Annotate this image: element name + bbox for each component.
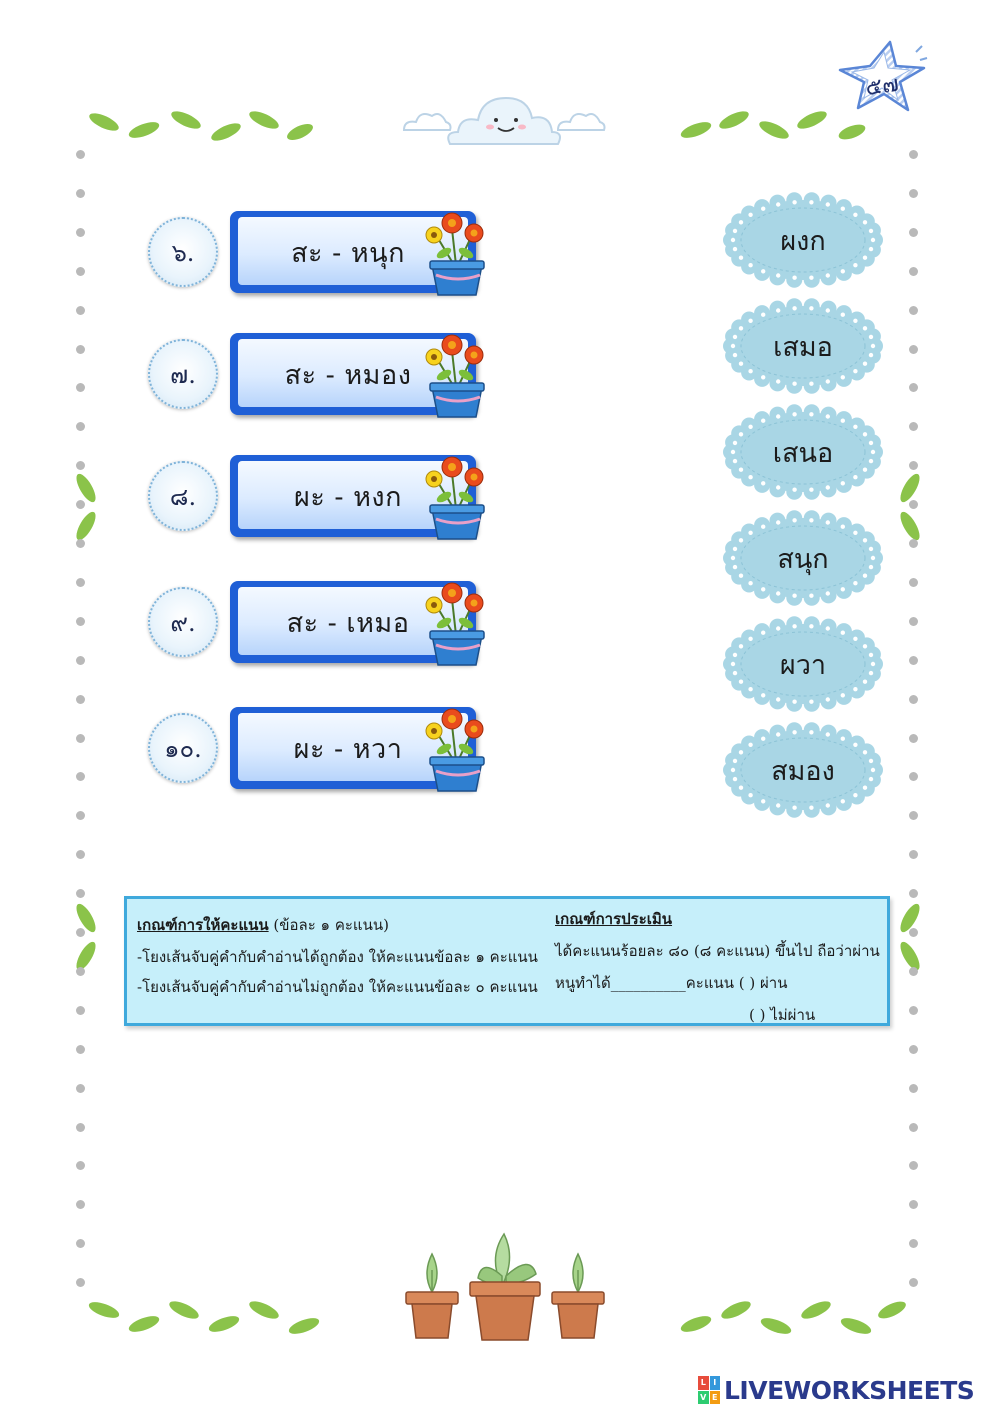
border-dot: [909, 695, 918, 704]
exercise-number: ๑๐.: [148, 713, 218, 783]
answer-word-oval[interactable]: [722, 510, 884, 610]
flowerpot-decoration: [422, 575, 492, 667]
plant-pot-icon: [398, 1226, 612, 1344]
border-dot: [76, 734, 85, 743]
leaf-vine-top-right: [680, 104, 880, 144]
flowerpot-decoration: [422, 701, 492, 793]
exercise-number: ๙.: [148, 587, 218, 657]
border-dot: [909, 1200, 918, 1209]
answer-word: สมอง: [771, 755, 835, 787]
border-dot: [909, 734, 918, 743]
border-dot: [909, 967, 918, 976]
leaf-icon: [86, 1296, 326, 1340]
plant-pots-decoration: [398, 1226, 612, 1344]
border-dot: [909, 1045, 918, 1054]
smiling-cloud-icon: [400, 92, 610, 154]
flowerpot-decoration: [422, 449, 492, 541]
eval-line-3: ( ) ไม่ผ่าน: [749, 1006, 816, 1024]
border-dot: [909, 500, 918, 509]
border-dot: [76, 811, 85, 820]
border-dot: [76, 617, 85, 626]
border-dot: [76, 1123, 85, 1132]
scoring-line-2: -โยงเส้นจับคู่คำกับคำอ่านไม่ถูกต้อง ให้คะแนนข้อละ ๐ คะแนน: [137, 978, 538, 996]
border-dot: [909, 461, 918, 470]
border-dot: [909, 539, 918, 548]
border-dot: [76, 578, 85, 587]
answer-word: ผงก: [780, 225, 826, 257]
border-dot: [909, 850, 918, 859]
border-dot: [909, 189, 918, 198]
flowerpot-icon: [422, 327, 492, 419]
scoring-title: เกณฑ์การให้คะแนน: [137, 916, 269, 934]
scoring-line-1: -โยงเส้นจับคู่คำกับคำอ่านได้ถูกต้อง ให้คะแนนข้อละ ๑ คะแนน: [137, 948, 538, 966]
border-dot: [76, 500, 85, 509]
eval-line-2: หนูทำได้__________คะแนน ( ) ผ่าน: [555, 974, 788, 992]
border-dot: [909, 267, 918, 276]
flowerpot-icon: [422, 205, 492, 297]
border-dot: [76, 306, 85, 315]
border-dot: [76, 383, 85, 392]
leaf-vine-top-left: [86, 104, 316, 144]
border-dot: [909, 1006, 918, 1015]
exercise-number: ๗.: [148, 339, 218, 409]
border-dot: [909, 656, 918, 665]
border-dot: [909, 422, 918, 431]
border-dot: [76, 345, 85, 354]
border-dot: [909, 811, 918, 820]
border-dot: [76, 1278, 85, 1287]
flowerpot-decoration: [422, 327, 492, 419]
leaf-vine-bottom-left: [86, 1296, 326, 1340]
scoring-header: [137, 913, 389, 937]
answer-word-oval[interactable]: [722, 722, 884, 822]
answer-word-oval[interactable]: [722, 298, 884, 398]
border-dot: [76, 889, 85, 898]
border-dot: [909, 1239, 918, 1248]
leaf-icon: [86, 104, 316, 144]
leaf-icon: [680, 104, 880, 144]
border-dot: [909, 306, 918, 315]
answer-word: ผวา: [779, 649, 827, 681]
border-dot: [76, 772, 85, 781]
border-dot: [76, 1161, 85, 1170]
border-dot: [76, 656, 85, 665]
border-dot: [909, 1084, 918, 1093]
eval-title: เกณฑ์การประเมิน: [555, 910, 673, 928]
border-dot: [909, 228, 918, 237]
flowerpot-icon: [422, 575, 492, 667]
word-reading: สะ - หนุก: [291, 237, 405, 269]
answer-word-oval[interactable]: [722, 192, 884, 292]
border-dot: [76, 1006, 85, 1015]
border-dot: [76, 267, 85, 276]
leaf-icon: [680, 1296, 910, 1340]
dotted-border-left: [76, 150, 86, 1300]
logo-badge-icon: L I V E: [698, 1376, 720, 1404]
flowerpot-decoration: [422, 205, 492, 297]
border-dot: [909, 150, 918, 159]
eval-line-1: ได้คะแนนร้อยละ ๘๐ (๘ คะแนน) ขึ้นไป ถือว่าผ่าน: [555, 942, 880, 960]
word-reading: สะ - หมอง: [284, 359, 412, 391]
border-dot: [76, 695, 85, 704]
border-dot: [909, 772, 918, 781]
border-dot: [76, 1239, 85, 1248]
answer-word-oval[interactable]: [722, 404, 884, 504]
leaf-vine-bottom-right: [680, 1296, 910, 1340]
border-dot: [909, 383, 918, 392]
border-dot: [76, 461, 85, 470]
border-dot: [76, 1200, 85, 1209]
flowerpot-icon: [422, 449, 492, 541]
border-dot: [76, 189, 85, 198]
border-dot: [909, 345, 918, 354]
word-reading: ผะ - หงก: [294, 481, 402, 513]
border-dot: [76, 539, 85, 548]
word-reading: ผะ - หวา: [293, 733, 403, 765]
border-dot: [909, 617, 918, 626]
answer-word: เสมอ: [773, 331, 833, 363]
brand-name: LIVEWORKSHEETS: [724, 1375, 975, 1405]
border-dot: [909, 1278, 918, 1287]
border-dot: [909, 928, 918, 937]
criteria-box: [124, 896, 890, 1026]
exercise-number: ๖.: [148, 217, 218, 287]
border-dot: [909, 578, 918, 587]
flowerpot-icon: [422, 701, 492, 793]
border-dot: [76, 1084, 85, 1093]
liveworksheets-logo[interactable]: [698, 1374, 998, 1406]
exercise-number: ๘.: [148, 461, 218, 531]
border-dot: [76, 1045, 85, 1054]
word-reading: สะ - เหมอ: [286, 607, 410, 639]
border-dot: [76, 850, 85, 859]
border-dot: [76, 967, 85, 976]
page-number: ๕๗: [863, 71, 901, 102]
answer-word: สนุก: [777, 543, 829, 575]
answer-word: เสนอ: [772, 437, 834, 469]
border-dot: [909, 1123, 918, 1132]
border-dot: [909, 889, 918, 898]
answer-word-oval[interactable]: [722, 616, 884, 716]
scoring-note: (ข้อละ ๑ คะแนน): [273, 916, 389, 934]
border-dot: [909, 1161, 918, 1170]
dotted-border-right: [909, 150, 919, 1300]
border-dot: [76, 928, 85, 937]
border-dot: [76, 422, 85, 431]
cloud-decoration: [400, 92, 610, 154]
border-dot: [76, 228, 85, 237]
border-dot: [76, 150, 85, 159]
